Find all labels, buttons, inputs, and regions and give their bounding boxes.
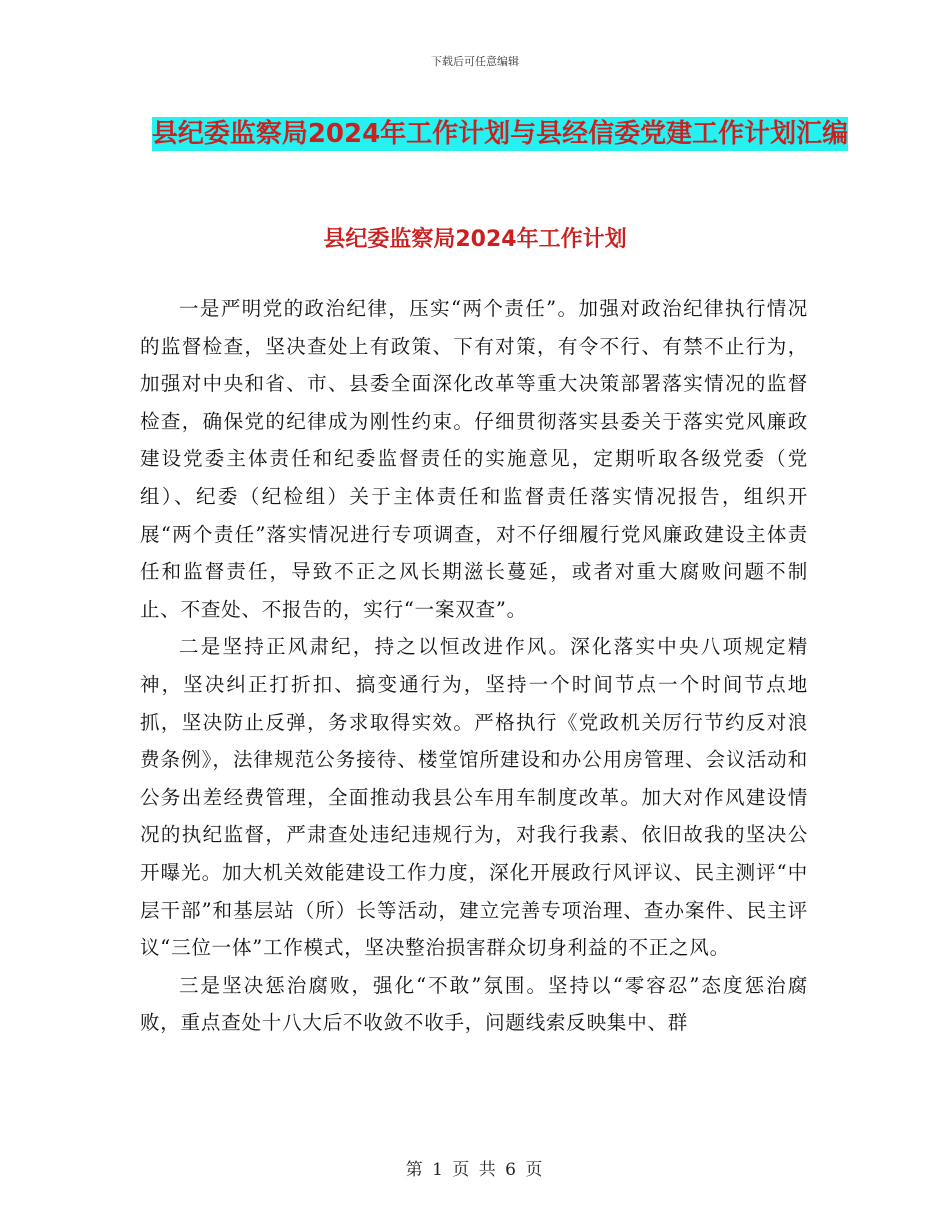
paragraph-2: 二是坚持正风肃纪，持之以恒改进作风。深化落实中央八项规定精神，坚决纠正打折扣、搞变通行为，坚持一个时间节点一个时间节点地抓，坚决防止反弹，务求取得实效。严格执行《党政机关厉行节约反对浪费条例》，法律规范公务接待、楼堂馆所建设和办公用房管理、会议活动和公务出差经费管理，全面推动我县公车用车制度改革。加大对作风建设情况的执纪监督，严肃查处违纪违规行为，对我行我素、依旧故我的坚决公开曝光。加大机关效能建设工作力度，深化开展政行风评议、民主测评“中层干部”和基层站（所）长等活动，建立完善专项治理、查办案件、民主评议“三位一体”工作模式，坚决整治损害群众切身利益的不正之风。 bbox=[140, 635, 808, 960]
document-title-text: 县纪委监察局2024年工作计划与县经信委党建工作计划汇编 bbox=[151, 119, 849, 149]
paragraph-1: 一是严明党的政治纪律，压实“两个责任”。加强对政治纪律执行情况的监督检查，坚决查处上有政策、下有对策，有令不行、有禁不止行为，加强对中央和省、市、县委全面深化改革等重大决策部署落实情况的监督检查，确保党的纪律成为刚性约束。仔细贯彻落实县委关于落实党风廉政建设党委主体责任和纪委监督责任的实施意见，定期听取各级党委（党组）、纪委（纪检组）关于主体责任和监督责任落实情况报告，组织开展“两个责任”落实情况进行专项调查，对不仔细履行党风廉政建设主体责任和监督责任，导致不正之风长期滋长蔓延，或者对重大腐败问题不制止、不查处、不报告的，实行“一案双查”。 bbox=[140, 297, 808, 621]
page-footer: 第 1 页 共 6 页 bbox=[405, 1160, 545, 1180]
document-title bbox=[140, 112, 860, 156]
header-note: 下载后可任意编辑 bbox=[431, 55, 519, 68]
paragraph-3: 三是坚决惩治腐败，强化“不敢”氛围。坚持以“零容忍”态度惩治腐败，重点查处十八大后不收敛不收手，问题线索反映集中、群 bbox=[140, 973, 808, 1035]
document-body bbox=[140, 290, 808, 1042]
section-title: 县纪委监察局2024年工作计划 bbox=[323, 227, 627, 252]
